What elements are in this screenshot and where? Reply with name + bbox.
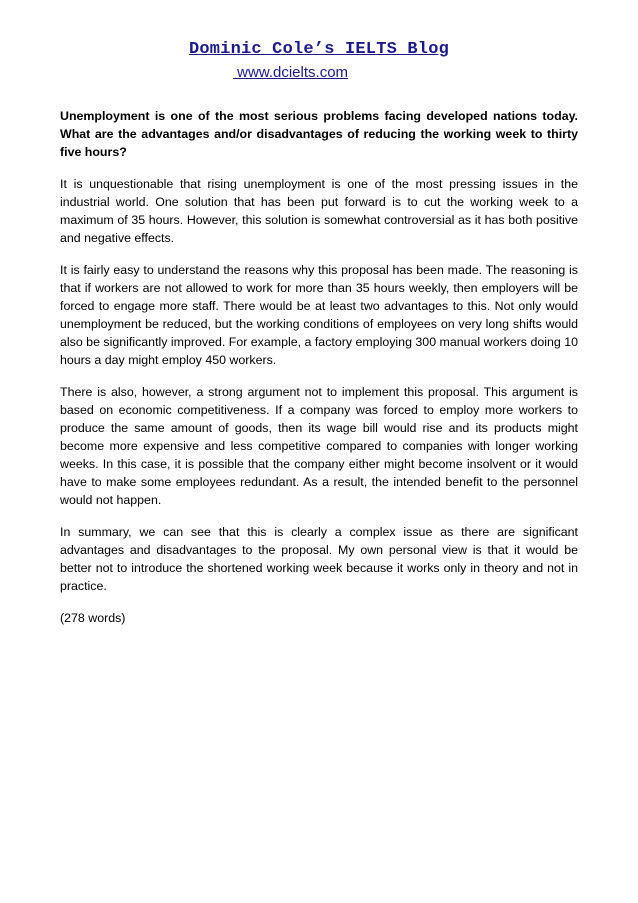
blog-title: Dominic Cole’s IELTS Blog xyxy=(188,40,450,59)
blog-website-link[interactable]: www.dcielts.com xyxy=(233,64,349,81)
essay-content xyxy=(60,107,578,641)
word-count: (278 words) xyxy=(60,611,126,625)
essay-question: Unemployment is one of the most serious problems facing developed nations today. What are the advantages and/or disadvantages of reducing the working week to thirty five hours? xyxy=(60,109,578,159)
essay-paragraph-advantages: It is fairly easy to understand the reasons why this proposal has been made. The reasoning is that if workers are not allowed to work for more than 35 hours weekly, then employers will be forced to engage more staff. There would be at least two advantages to this. Not only would unemployment be reduced, but the working conditions of employees on very long shifts would also be significantly improved. For example, a factory employing 300 manual workers doing 10 hours a day might employ 450 workers. xyxy=(60,263,578,367)
essay-paragraph-disadvantages: There is also, however, a strong argument not to implement this proposal. This argument is based on economic competitiveness. If a company was forced to employ more workers to produce the same amount of goods, then its wage bill would rise and its products might become more expensive and less competitive compared to companies with longer working weeks. In this case, it is possible that the company either might become insolvent or it would have to make some employees redundant. As a result, the intended benefit to the personnel would not happen. xyxy=(60,385,578,507)
essay-paragraph-conclusion: In summary, we can see that this is clearly a complex issue as there are significant advantages and disadvantages to the proposal. My own personal view is that it would be better not to introduce the shortened working week because it works only in theory and not in practice. xyxy=(60,525,578,593)
essay-paragraph-introduction: It is unquestionable that rising unemployment is one of the most pressing issues in the industrial world. One solution that has been put forward is to cut the working week to a maximum of 35 hours. However, this solution is somewhat controversial as it has both positive and negative effects. xyxy=(60,177,578,245)
